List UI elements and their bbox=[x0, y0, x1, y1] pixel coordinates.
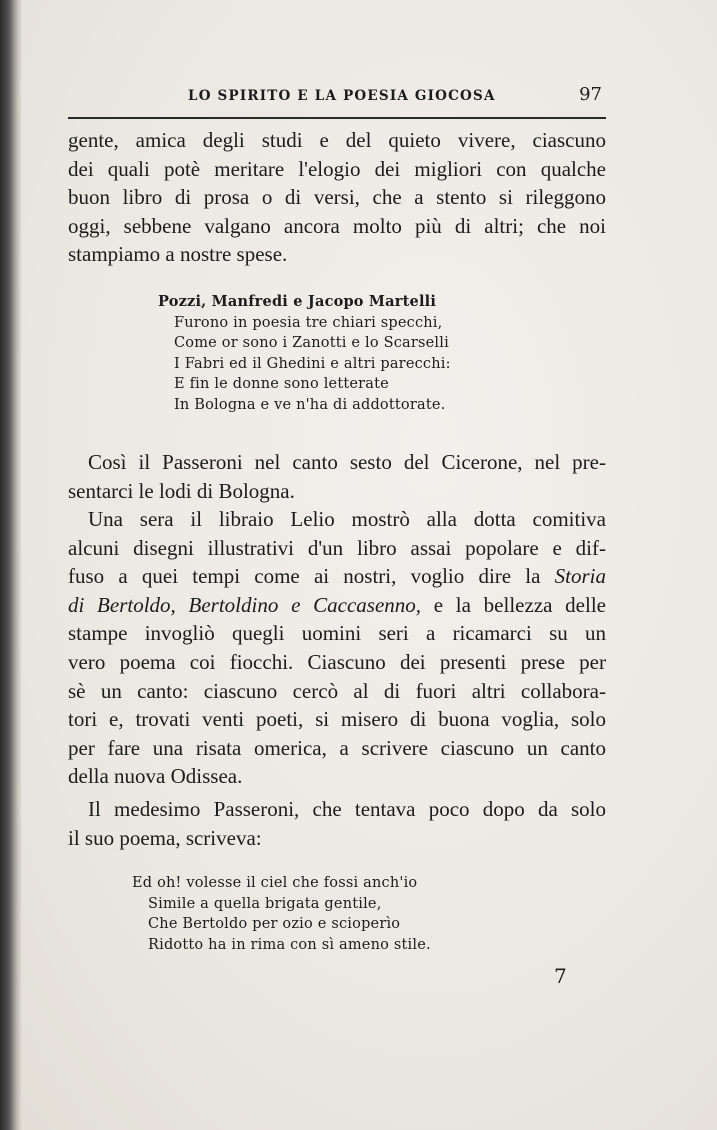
paragraph-1 bbox=[68, 126, 606, 269]
verse-quote-2 bbox=[132, 873, 431, 955]
verse-quote-1 bbox=[158, 292, 451, 415]
verse-line: E fin le donne sono letterate bbox=[174, 376, 389, 392]
verse-line: Che Bertoldo per ozio e scioperìo bbox=[148, 916, 401, 932]
text-line: tori e, trovati venti poeti, si misero di buona voglia, solo bbox=[68, 707, 606, 732]
text-line bbox=[68, 591, 606, 620]
text-line: alcuni disegni illustrativi d'un libro assai popolare e dif- bbox=[68, 535, 606, 560]
verse-line: Furono in poesia tre chiari specchi, bbox=[174, 314, 443, 331]
text-line: stampe invogliò quegli uomini seri a ricamarci su un bbox=[68, 621, 606, 646]
paragraph-4 bbox=[68, 795, 606, 852]
text-line: dei quali potè meritare l'elogio dei migliori con qualche bbox=[68, 156, 606, 181]
text-line: gente, amica degli studi e del quieto vivere, ciascuno bbox=[68, 128, 606, 152]
text-line: stampiamo a nostre spese. bbox=[68, 242, 288, 267]
text-line: della nuova Odissea. bbox=[68, 764, 243, 789]
running-title: LO SPIRITO E LA POESIA GIOCOSA bbox=[188, 88, 496, 104]
verse-line: I Fabri ed il Ghedini e altri parecchi: bbox=[174, 355, 451, 372]
text-line: sentarci le lodi di Bologna. bbox=[68, 478, 295, 503]
book-title-italic: di Bertoldo, Bertoldino e Caccasenno, bbox=[68, 592, 422, 617]
book-title-italic: Storia bbox=[554, 564, 606, 589]
paragraph-2 bbox=[68, 448, 606, 505]
text-line: sè un canto: ciascuno cercò al di fuori altri collabora- bbox=[68, 678, 606, 703]
text-line: Così il Passeroni nel canto sesto del Cicerone, nel pre- bbox=[88, 450, 606, 474]
text-fragment: fuso a quei tempi come ai nostri, voglio dire la bbox=[68, 564, 555, 589]
signature-mark: 7 bbox=[554, 964, 567, 988]
book-spine-shadow bbox=[0, 0, 22, 1130]
verse-line: Simile a quella brigata gentile, bbox=[148, 895, 382, 912]
text-line: Il medesimo Passeroni, che tentava poco dopo da solo bbox=[88, 797, 606, 821]
verse-line: In Bologna e ve n'ha di addottorate. bbox=[174, 396, 446, 413]
text-line: oggi, sebbene valgano ancora molto più di altri; che noi bbox=[68, 213, 606, 238]
text-line bbox=[68, 562, 606, 591]
text-fragment: e la bellezza delle bbox=[421, 592, 606, 617]
text-line: vero poema coi fiocchi. Ciascuno dei presenti prese per bbox=[68, 649, 606, 674]
verse-line: Pozzi, Manfredi e Jacopo Martelli bbox=[158, 293, 437, 310]
text-line: per fare una risata omerica, a scrivere ciascuno un canto bbox=[68, 735, 606, 760]
verse-line: Ridotto ha in rima con sì ameno stile. bbox=[148, 936, 431, 953]
text-line: buon libro di prosa o di versi, che a stento si rileggono bbox=[68, 185, 606, 210]
verse-line: Come or sono i Zanotti e lo Scarselli bbox=[174, 335, 449, 351]
page-number: 97 bbox=[579, 84, 602, 105]
header-rule bbox=[68, 117, 606, 119]
verse-line: Ed oh! volesse il ciel che fossi anch'io bbox=[132, 875, 418, 891]
text-line: il suo poema, scriveva: bbox=[68, 825, 262, 850]
page-header bbox=[68, 86, 606, 112]
paragraph-3 bbox=[68, 505, 606, 791]
text-line: Una sera il libraio Lelio mostrò alla dotta comitiva bbox=[88, 507, 606, 531]
